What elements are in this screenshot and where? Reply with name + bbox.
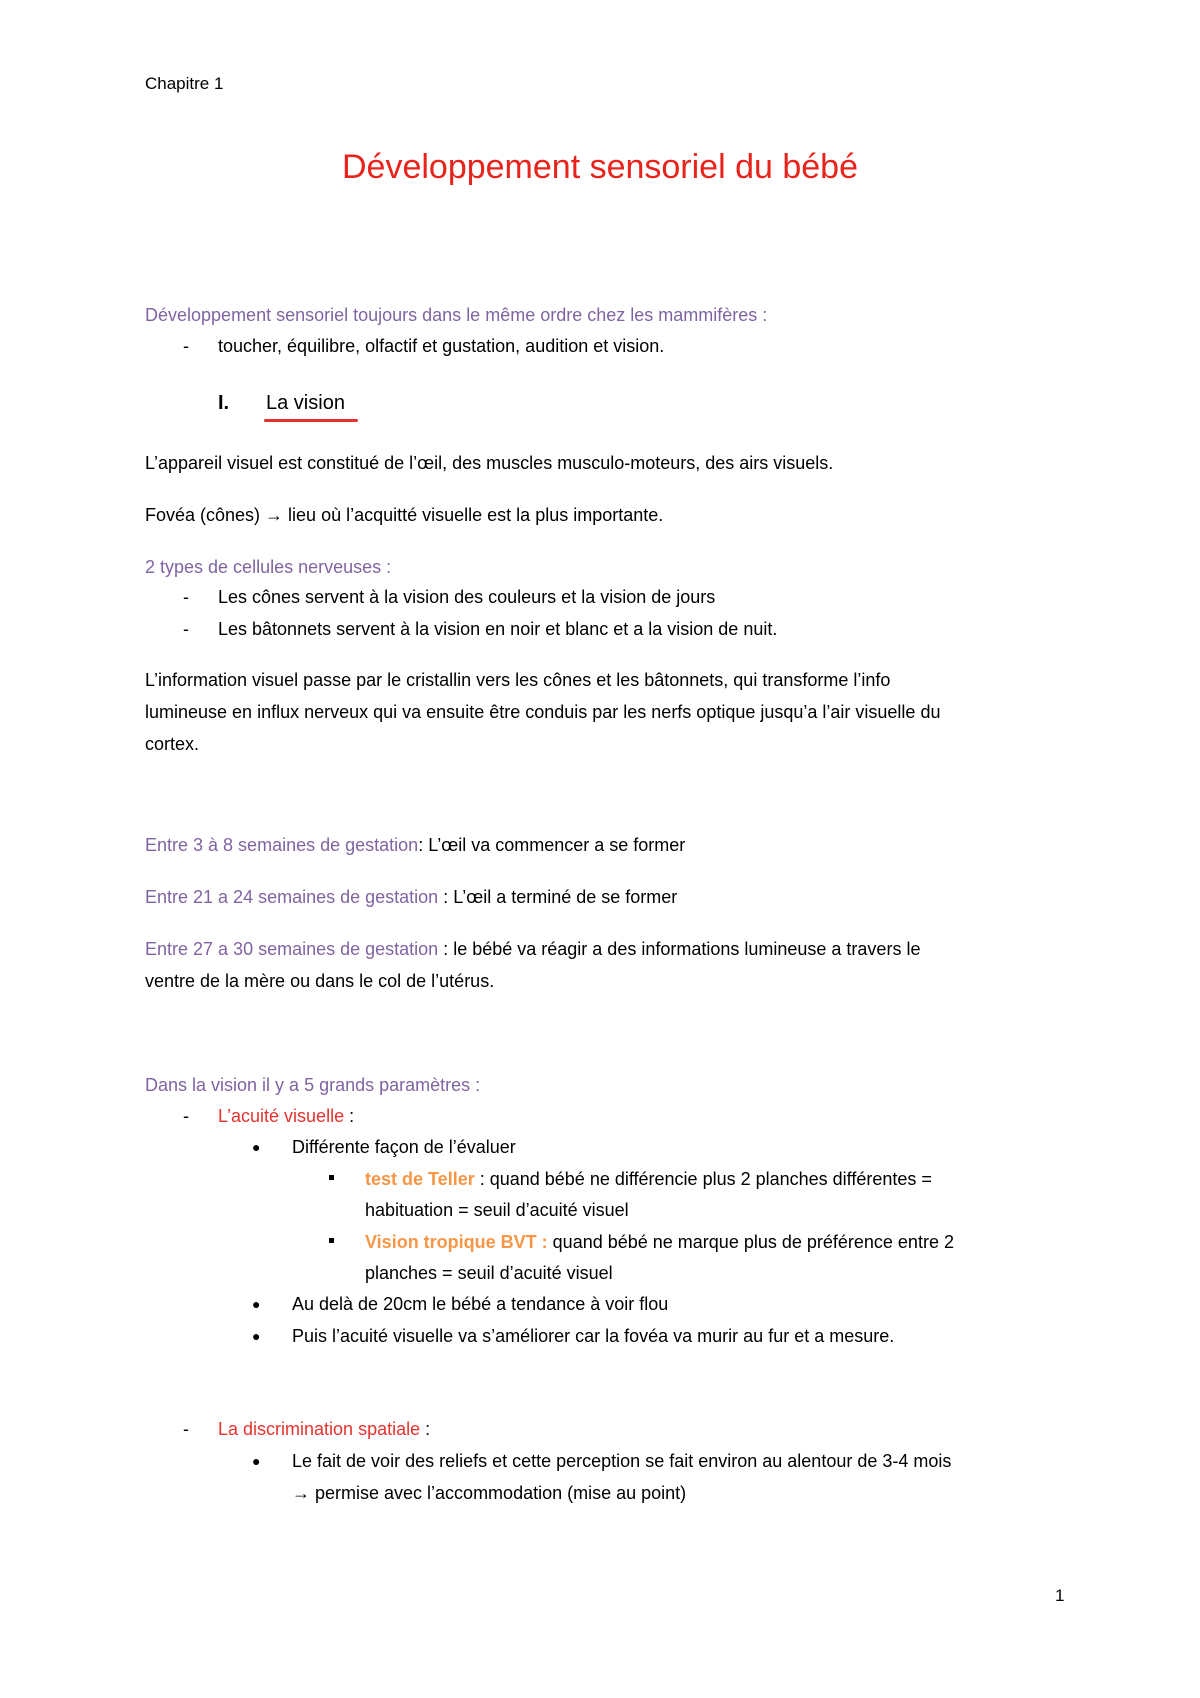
acuite-item bbox=[218, 1100, 354, 1132]
section-number: I. bbox=[218, 392, 230, 414]
teller-label: test de Teller bbox=[365, 1169, 475, 1189]
paragraph-info-line: cortex. bbox=[145, 734, 200, 754]
cells-heading: 2 types de cellules nerveuses : bbox=[145, 557, 392, 577]
bvt-line bbox=[365, 1226, 954, 1258]
cells-item: Les bâtonnets servent à la vision en noir et blanc et a la vision de nuit. bbox=[218, 619, 778, 639]
dash-marker: - bbox=[183, 1106, 189, 1126]
cells-item: Les cônes servent à la vision des couleurs et la vision de jours bbox=[218, 587, 716, 607]
bullet-marker: ● bbox=[252, 1139, 261, 1155]
params-heading: Dans la vision il y a 5 grands paramètres : bbox=[145, 1075, 481, 1095]
gestation-label: Entre 3 à 8 semaines de gestation bbox=[145, 835, 419, 855]
discrim-label: La discrimination spatiale bbox=[218, 1419, 421, 1439]
acuite-label: L’acuité visuelle bbox=[218, 1106, 345, 1126]
acuite-bullet: Au delà de 20cm le bébé a tendance à voir flou bbox=[292, 1294, 669, 1314]
intro-heading: Développement sensoriel toujours dans le même ordre chez les mammifères : bbox=[145, 305, 768, 325]
gestation-continuation: ventre de la mère ou dans le col de l’utérus. bbox=[145, 971, 495, 991]
teller-text: : quand bébé ne différencie plus 2 planches différentes = bbox=[474, 1169, 932, 1189]
discrim-item bbox=[218, 1413, 430, 1445]
acuite-colon: : bbox=[344, 1106, 355, 1126]
bvt-continuation: planches = seuil d’acuité visuel bbox=[365, 1263, 613, 1283]
teller-line bbox=[365, 1163, 932, 1195]
paragraph-info-line: lumineuse en influx nerveux qui va ensuite être conduis par les nerfs optique jusqu’a l’air visuelle du bbox=[145, 702, 941, 722]
gestation-text: : L’œil va commencer a se former bbox=[418, 835, 686, 855]
section-title: La vision bbox=[266, 392, 345, 414]
gestation-text: : le bébé va réagir a des informations lumineuse a travers le bbox=[438, 939, 921, 959]
acuite-bullet: Différente façon de l’évaluer bbox=[292, 1137, 516, 1157]
bvt-label: Vision tropique BVT : bbox=[365, 1232, 548, 1252]
paragraph-fovea: Fovéa (cônes) → lieu où l’acquitté visuelle est la plus importante. bbox=[145, 505, 664, 525]
gestation-text: : L’œil a terminé de se former bbox=[438, 887, 678, 907]
dash-marker: - bbox=[183, 336, 189, 356]
paragraph-appareil: L’appareil visuel est constitué de l’œil, des muscles musculo-moteurs, des airs visuels. bbox=[145, 453, 834, 473]
gestation-label: Entre 27 a 30 semaines de gestation bbox=[145, 939, 439, 959]
intro-item: toucher, équilibre, olfactif et gustation, audition et vision. bbox=[218, 336, 665, 356]
gestation-line bbox=[145, 933, 920, 965]
discrim-continuation: → permise avec l’accommodation (mise au point) bbox=[292, 1483, 687, 1503]
square-bullet-marker bbox=[329, 1175, 334, 1180]
dash-marker: - bbox=[183, 619, 189, 639]
dash-marker: - bbox=[183, 1419, 189, 1439]
square-bullet-marker bbox=[329, 1238, 334, 1243]
discrim-colon: : bbox=[420, 1419, 431, 1439]
chapter-header: Chapitre 1 bbox=[145, 74, 224, 93]
gestation-line bbox=[145, 829, 685, 861]
page-number: 1 bbox=[1055, 1586, 1065, 1605]
dash-marker: - bbox=[183, 587, 189, 607]
paragraph-info-line: L’information visuel passe par le cristallin vers les cônes et les bâtonnets, qui transforme l’info bbox=[145, 670, 891, 690]
bullet-marker: ● bbox=[252, 1453, 261, 1469]
discrim-bullet: Le fait de voir des reliefs et cette perception se fait environ au alentour de 3-4 mois bbox=[292, 1451, 952, 1471]
bullet-marker: ● bbox=[252, 1296, 261, 1312]
gestation-label: Entre 21 a 24 semaines de gestation bbox=[145, 887, 439, 907]
bvt-text: quand bébé ne marque plus de préférence entre 2 bbox=[547, 1232, 954, 1252]
teller-continuation: habituation = seuil d’acuité visuel bbox=[365, 1200, 629, 1220]
section-title-underline bbox=[264, 419, 358, 422]
page-title: Développement sensoriel du bébé bbox=[341, 148, 858, 186]
bullet-marker: ● bbox=[252, 1328, 261, 1344]
gestation-line bbox=[145, 881, 677, 913]
acuite-bullet: Puis l’acuité visuelle va s’améliorer car la fovéa va murir au fur et a mesure. bbox=[292, 1326, 895, 1346]
